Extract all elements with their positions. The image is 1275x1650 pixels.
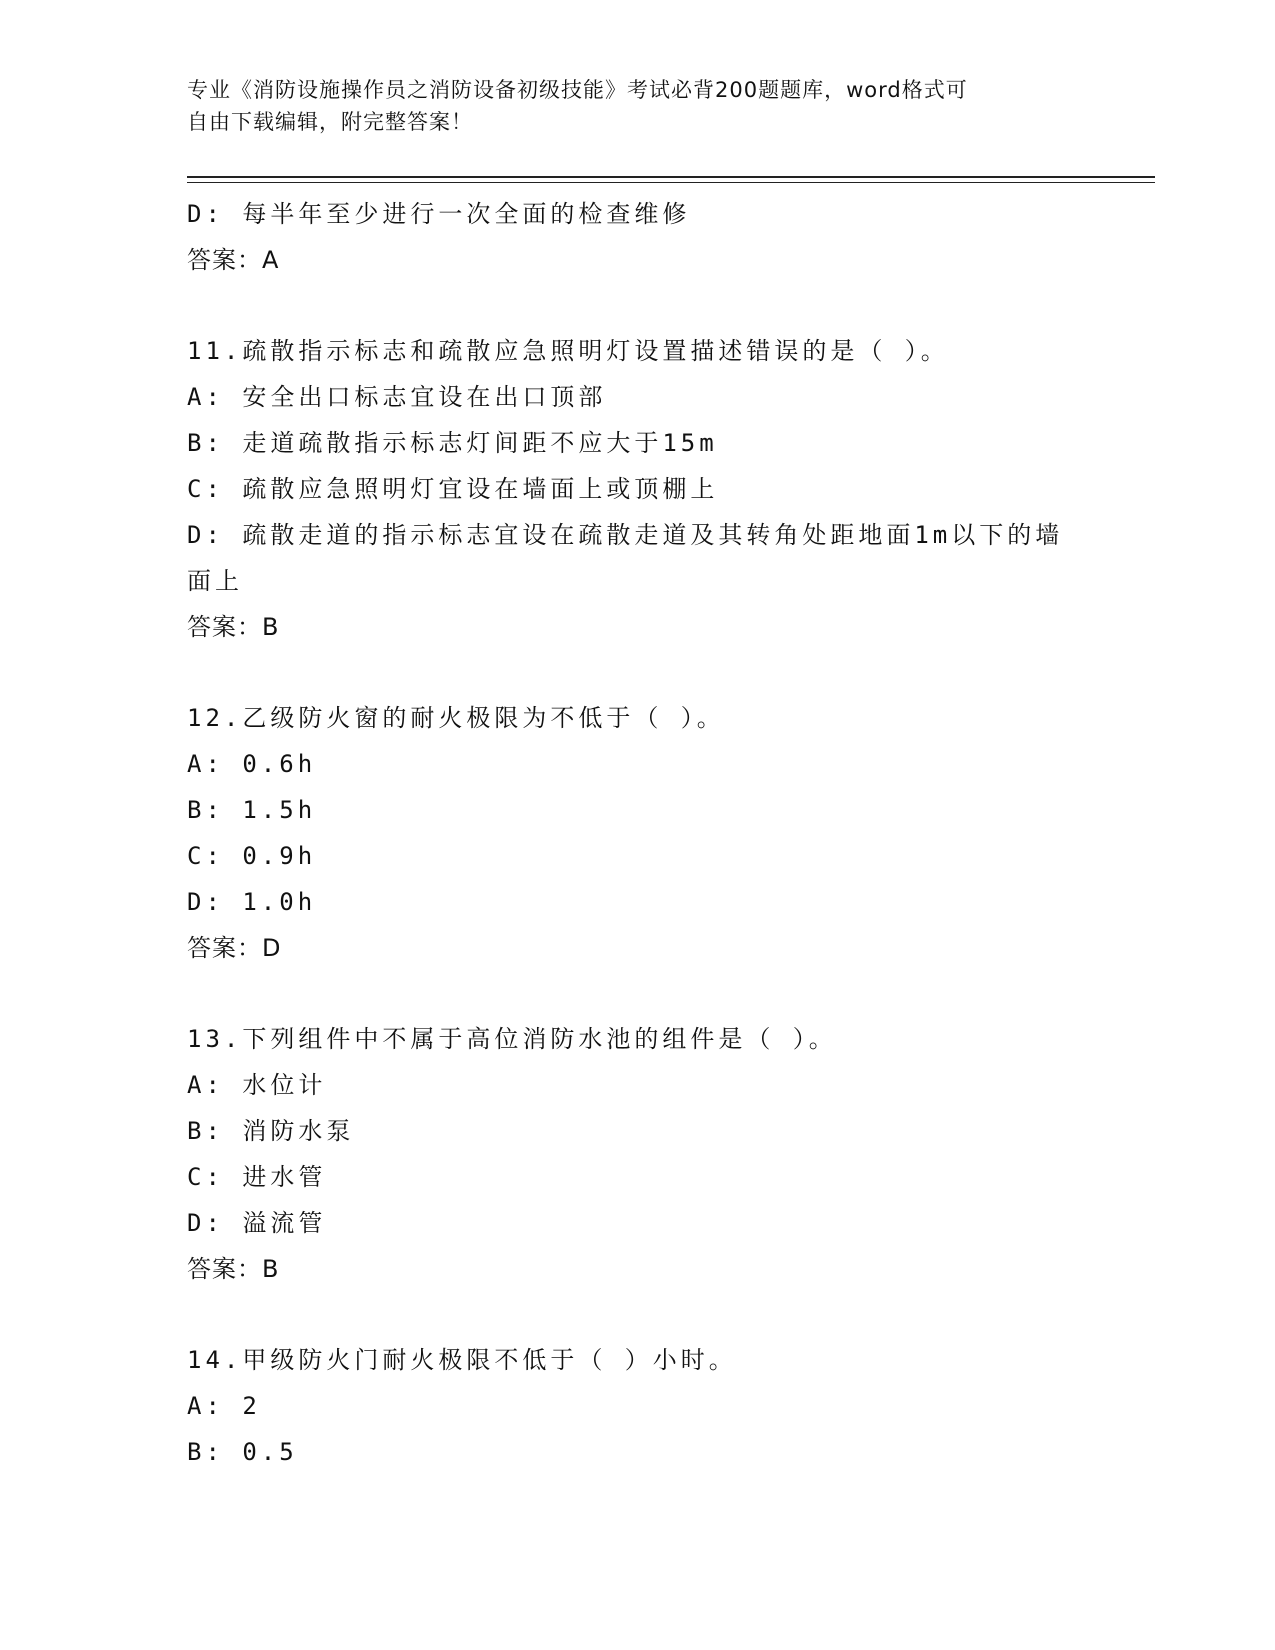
question-text: 11.疏散指示标志和疏散应急照明灯设置描述错误的是（ ）。 bbox=[187, 337, 949, 365]
question-text: 12.乙级防火窗的耐火极限为不低于（ ）。 bbox=[187, 704, 725, 732]
question-11 bbox=[187, 328, 1087, 650]
option-d: D: 1.0h bbox=[187, 888, 317, 916]
question-text: 13.下列组件中不属于高位消防水池的组件是（ ）。 bbox=[187, 1025, 837, 1053]
option-b: B: 走道疏散指示标志灯间距不应大于15m bbox=[187, 429, 718, 457]
option-c: C: 疏散应急照明灯宜设在墙面上或顶棚上 bbox=[187, 475, 719, 503]
document-header bbox=[187, 74, 1067, 138]
option-c: C: 进水管 bbox=[187, 1163, 327, 1191]
question-13 bbox=[187, 1016, 1087, 1292]
question-12 bbox=[187, 695, 1087, 971]
option-b: B: 消防水泵 bbox=[187, 1117, 355, 1145]
header-line-1: 专业《消防设施操作员之消防设备初级技能》考试必背200题题库，word格式可 bbox=[187, 78, 968, 102]
header-rule-thick bbox=[187, 176, 1155, 178]
answer: 答案：B bbox=[187, 613, 280, 641]
option-c: C: 0.9h bbox=[187, 842, 317, 870]
question-14 bbox=[187, 1337, 1087, 1475]
header-line-2: 自由下载编辑，附完整答案！ bbox=[187, 110, 473, 134]
option-d: D: 溢流管 bbox=[187, 1209, 327, 1237]
question-list bbox=[187, 191, 1087, 1475]
question-text: 14.甲级防火门耐火极限不低于（ ）小时。 bbox=[187, 1346, 737, 1374]
option-a: A: 水位计 bbox=[187, 1071, 327, 1099]
prev-option-d: D: 每半年至少进行一次全面的检查维修 bbox=[187, 200, 691, 228]
option-b: B: 0.5 bbox=[187, 1438, 298, 1466]
option-d: D: 疏散走道的指示标志宜设在疏散走道及其转角处距地面1m以下的墙面上 bbox=[187, 521, 1064, 595]
answer: 答案：B bbox=[187, 1255, 280, 1283]
option-a: A: 安全出口标志宜设在出口顶部 bbox=[187, 383, 607, 411]
option-b: B: 1.5h bbox=[187, 796, 317, 824]
prev-answer: 答案：A bbox=[187, 246, 280, 274]
option-a: A: 0.6h bbox=[187, 750, 317, 778]
answer: 答案：D bbox=[187, 934, 282, 962]
option-a: A: 2 bbox=[187, 1392, 261, 1420]
header-rule-thin bbox=[187, 182, 1155, 183]
